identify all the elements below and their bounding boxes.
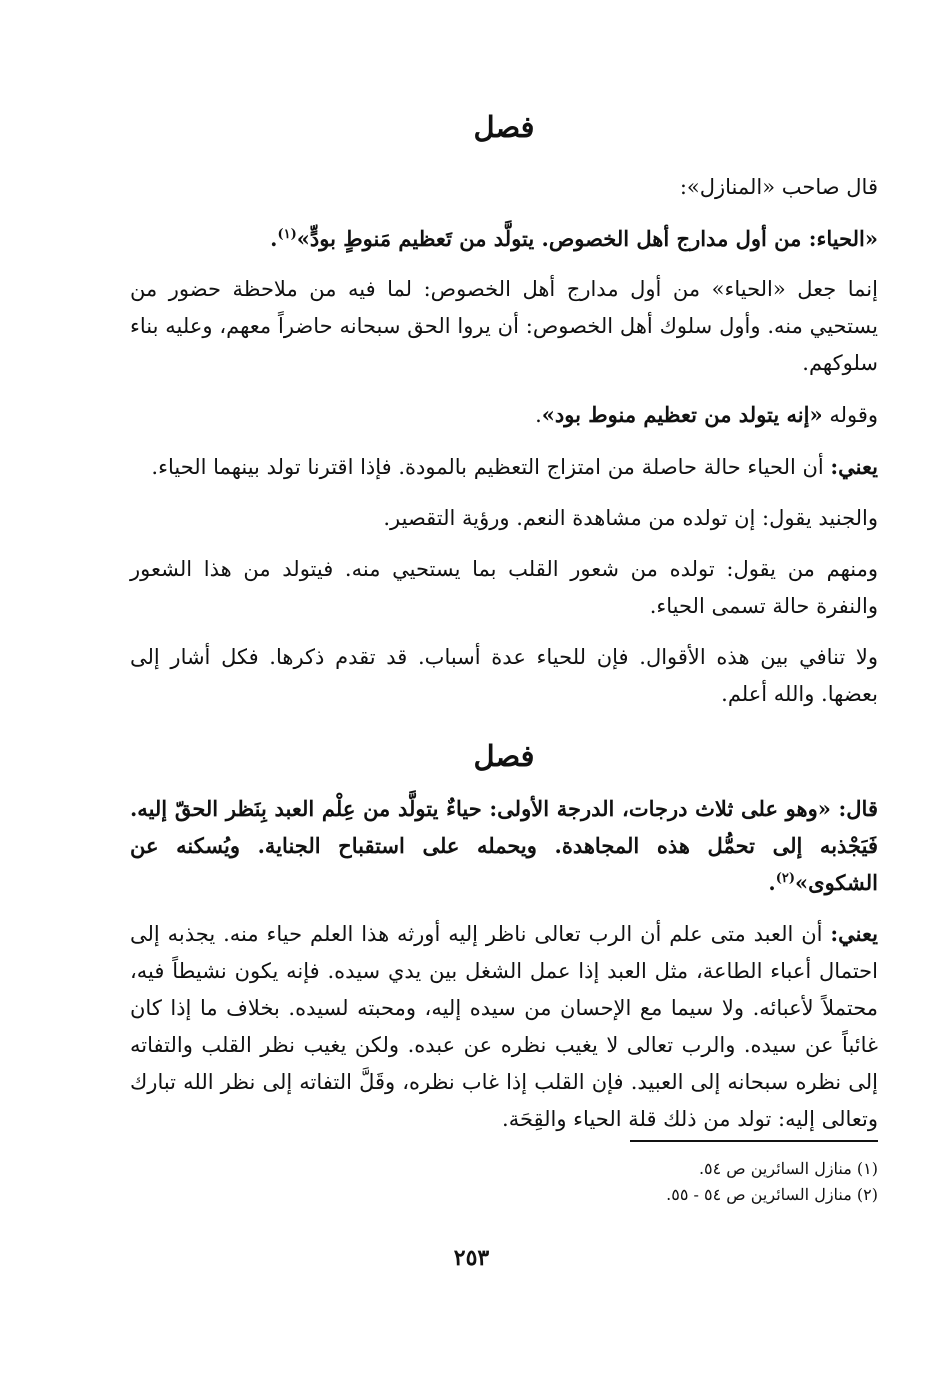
quote-2-end: . bbox=[768, 869, 776, 895]
intro-text: قال صاحب «المنازل»: bbox=[679, 174, 878, 199]
page-body bbox=[130, 110, 878, 1152]
section-heading-1: فصل bbox=[473, 110, 535, 144]
paragraph-7 bbox=[130, 915, 878, 1138]
intro-line bbox=[130, 169, 878, 206]
paragraph-3-body: أن الحياء حالة حاصلة من امتزاج التعظيم بالمودة. فإذا اقترنا تولد بينهما الحياء. bbox=[151, 454, 831, 479]
paragraph-2-lead: وقوله bbox=[829, 402, 878, 427]
paragraph-7-body: أن العبد متى علم أن الرب تعالى ناظر إليه أورثه هذا العلم حياء منه. يجذبه إلى احتمال أعباء الطاعة، مثل العبد إذا عمل الشغل بين يدي سيده. فإنه يكون نشيطاً فيه، محتملاً لأعبائه. ولا سيما مع الإحسان من سيده إليه، ومحبته لسيده. بخلاف ما إذا كان غائباً عن سيده. والرب تعالى لا يغيب نظره عن عبده. ولكن يغيب نظر القلب والتفاته إلى نظره سبحانه إلى العبيد. فإن القلب إذا غاب نظره، وقَلَّ التفاته إلى نظر الله تبارك وتعالى إليه: تولد من ذلك قلة الحياء والقِحَة. bbox=[130, 921, 878, 1131]
footnotes bbox=[630, 1140, 878, 1208]
paragraph-2-end: . bbox=[535, 402, 542, 427]
paragraph-2 bbox=[130, 396, 878, 434]
footnote-2: (٢) منازل السائرين ص ٥٤ - ٥٥. bbox=[666, 1185, 878, 1204]
paragraph-5: ومنهم من يقول: تولده من شعور القلب بما يستحيي منه. فيتولد من هذا الشعور والنفرة حالة تسمى الحياء. bbox=[130, 556, 878, 618]
quote-text: «الحياء: من أول مدارج أهل الخصوص. يتولَّد من تَعظيم مَنوطٍ بودٍّ» bbox=[296, 225, 878, 251]
paragraph-7-lead: يعني: bbox=[830, 920, 878, 946]
footnote-ref-1: (١) bbox=[277, 226, 297, 242]
paragraph-2-quote: «إنه يتولد من تعظيم منوط بود» bbox=[541, 401, 823, 427]
quote-manazil-1 bbox=[130, 220, 878, 257]
quote-2-text: قال: «وهو على ثلاث درجات، الدرجة الأولى: حياءٌ يتولَّد من عِلْم العبد بِنَظر الحقّ إليه. فَيَجْذبه إلى تحمُّل هذه المجاهدة. ويحمله على استقباح الجناية. ويُسكنه عن الشكوى» bbox=[130, 795, 878, 895]
paragraph-4: والجنيد يقول: إن تولده من مشاهدة النعم. ورؤية التقصير. bbox=[383, 505, 878, 530]
paragraph-3-lead: يعني: bbox=[830, 453, 878, 479]
quote-end: . bbox=[270, 225, 278, 251]
section-heading-2: فصل bbox=[473, 738, 535, 773]
paragraph-6: ولا تنافي بين هذه الأقوال. فإن للحياء عدة أسباب. قد تقدم ذكرها. فكل أشار إلى بعضها. والله أعلم. bbox=[130, 644, 878, 706]
quote-manazil-2 bbox=[130, 790, 878, 901]
page-number: ٢٥٣ bbox=[453, 1245, 490, 1271]
footnote-1: (١) منازل السائرين ص ٥٤. bbox=[698, 1159, 878, 1178]
footnote-ref-2: (٢) bbox=[775, 870, 796, 886]
paragraph-1: إنما جعل «الحياء» من أول مدارج أهل الخصوص: لما فيه من ملاحظة حضور من يستحيي منه. وأول سلوك أهل الخصوص: أن يروا الحق سبحانه حاضراً معهم، وعليه بناء سلوكهم. bbox=[130, 276, 878, 375]
paragraph-3 bbox=[130, 448, 878, 486]
